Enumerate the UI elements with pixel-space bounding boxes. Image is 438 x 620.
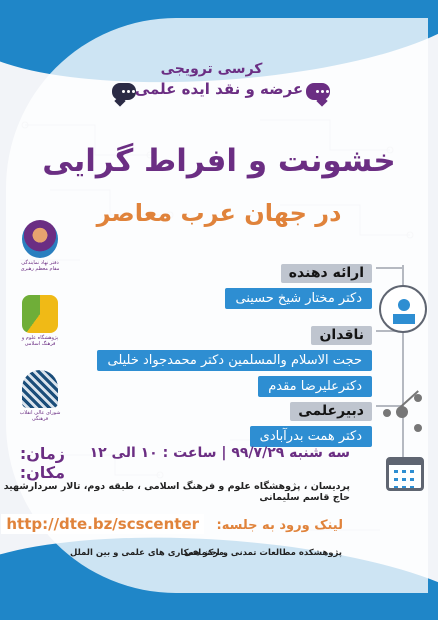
presenter-label: ارائه دهنده (281, 264, 372, 283)
event-header (0, 61, 438, 98)
event-time: سه شنبه ۹۹/۷/۲۹ | ساعت : ۱۰ الی ۱۲ (89, 445, 350, 461)
organization-logos (10, 220, 70, 445)
calendar-icon (386, 457, 424, 491)
event-title: خشونت و افراط گرایی (42, 143, 396, 179)
network-icon (379, 387, 427, 435)
connector-tick (376, 267, 404, 269)
header-line-2: عرضه و نقد ایده علمی (134, 80, 304, 98)
secretary-section (250, 400, 372, 447)
critic-name: دکترعلیرضا مقدم (258, 376, 372, 397)
critics-section (97, 324, 372, 397)
meeting-link-label: لینک ورود به جلسه: (216, 518, 343, 533)
critics-label: ناقدان (311, 326, 372, 345)
meeting-link[interactable]: http://dte.bz/scscenter (1, 514, 204, 534)
secretary-name: دکتر همت بدرآبادی (250, 426, 372, 447)
time-place-labels (20, 444, 65, 482)
time-label: زمان: (19, 444, 65, 463)
logo-leadership-office (16, 220, 64, 272)
logo-2-text: پژوهشگاه علوم و فرهنگ اسلامی (21, 335, 59, 347)
institute-footer: پژوهشکده مطالعات تمدنی و اجتماعی (183, 548, 342, 558)
header-line-1: کرسی ترویجی (160, 61, 263, 77)
logo-islamic-research (16, 295, 64, 347)
meeting-link-row (1, 514, 343, 534)
leadership-emblem-icon (22, 220, 58, 258)
place-label: مکان: (19, 463, 65, 482)
event-subtitle: در جهان عرب معاصر (96, 199, 342, 227)
presenter-name: دکتر مختار شیخ حسینی (225, 288, 372, 309)
presenter-section (225, 262, 372, 309)
ornate-emblem-icon (22, 370, 58, 408)
international-center-footer: مرکز همکاری های علمی و بین الملل (70, 548, 224, 558)
logo-cultural-council (16, 370, 64, 422)
event-address: پردیسان ، پژوهشگاه علوم و فرهنگ اسلامی ، طبقه دوم، تالار سردارشهید حاج قاسم سلیمانی (3, 481, 350, 503)
presenter-icon (379, 285, 427, 333)
secretary-label: دبیرعلمی (290, 402, 372, 421)
critic-name: حجت الاسلام والمسلمین دکتر محمدجواد خلیلی (97, 350, 372, 371)
logo-1-text: دفتر نهاد نمایندگی مقام معظم رهبری (20, 260, 60, 272)
book-emblem-icon (22, 295, 58, 333)
logo-3-text: شورای عالی انقلاب فرهنگی (19, 410, 61, 422)
